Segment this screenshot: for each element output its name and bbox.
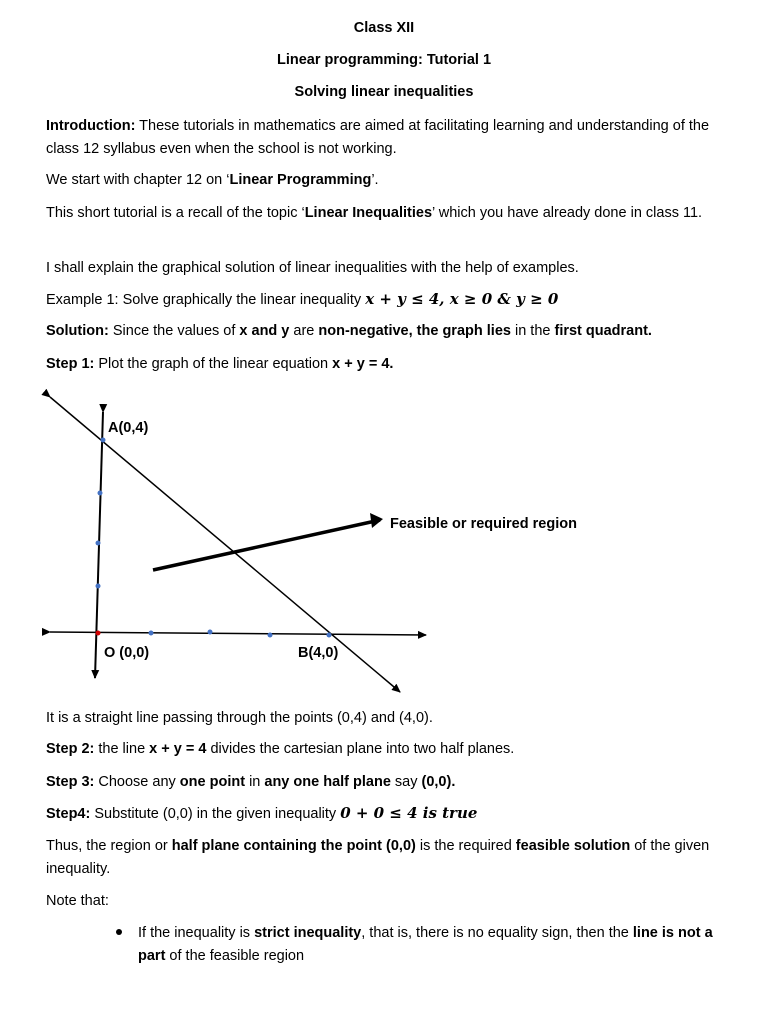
solution-text-3: in the [510, 323, 555, 339]
thus-bold-1: half plane containing the point (0,0) [171, 838, 416, 854]
step3-text-2: in [245, 774, 265, 790]
step2-bold-1: x + y = 4 [149, 741, 207, 757]
bullet-text-1: If the inequality is [138, 925, 255, 941]
feasible-region-label: Feasible or required region [390, 516, 577, 532]
solution-text-1: Since the values of [108, 323, 240, 339]
solution-text-2: are [289, 323, 319, 339]
step1-label: Step 1: [46, 356, 95, 372]
thus-text-2: is the required [415, 838, 516, 854]
x-tick-point [149, 631, 154, 636]
intro-text: These tutorials in mathematics are aimed at facilitating learning and understanding of the class 12 syllabus even when the school is not working. [46, 118, 710, 157]
example1-text: Example 1: Solve graphically the linear inequality [46, 292, 366, 308]
chapter-pre: We start with chapter 12 on ‘ [46, 172, 230, 188]
step1-text: Plot the graph of the linear equation [94, 356, 333, 372]
label-o: O (0,0) [104, 645, 150, 661]
x-tick-point [268, 633, 273, 638]
bullet-dot [116, 929, 122, 935]
step3-text-3: say [390, 774, 422, 790]
point-b [327, 633, 332, 638]
intro-label: Introduction: [46, 118, 136, 134]
step3-label: Step 3: [46, 774, 95, 790]
class-heading: Class XII [353, 20, 415, 36]
recall-post: ’ which you have already done in class 11. [432, 205, 703, 221]
bullet-text-2: , that is, there is no equality sign, then the [361, 925, 633, 941]
solution-bold-2: non-negative, the graph lies [318, 323, 511, 339]
solution-bold-1: x and y [239, 323, 290, 339]
step4-math: 0 + 0 ≤ 4 is true [340, 804, 478, 822]
label-a: A(0,4) [108, 420, 149, 436]
y-tick-point [96, 541, 101, 546]
line-through-paragraph: It is a straight line passing through the points (0,4) and (4,0). [46, 710, 433, 726]
x-axis [50, 632, 426, 635]
document-title: Linear programming: Tutorial 1 [276, 52, 492, 68]
step3-bold-3: (0,0). [421, 774, 456, 790]
label-b: B(4,0) [298, 645, 339, 661]
bullet-bold-1: strict inequality [254, 925, 362, 941]
solution-label: Solution: [46, 323, 109, 339]
example1-math: x + y ≤ 4, x ≥ 0 & y ≥ 0 [365, 290, 559, 308]
bullet-bold-2: line is not a part [138, 925, 713, 964]
bullet-paragraph [138, 922, 718, 968]
thus-text-1: Thus, the region or [46, 838, 172, 854]
step4-label: Step4: [46, 806, 91, 822]
step3-bold-1: one point [179, 774, 246, 790]
document-subtitle: Solving linear inequalities [294, 84, 474, 100]
step4-text: Substitute (0,0) in the given inequality [90, 806, 341, 822]
region-pointer-arrowhead [370, 513, 383, 528]
y-tick-point [98, 491, 103, 496]
step2-text-2: divides the cartesian plane into two half planes. [206, 741, 515, 757]
step3-text-1: Choose any [94, 774, 180, 790]
thus-text-3: of the given inequality. [46, 838, 710, 877]
step3-paragraph [46, 771, 726, 794]
step2-label: Step 2: [46, 741, 95, 757]
point-a [101, 438, 106, 443]
chapter-bold: Linear Programming [229, 172, 372, 188]
step3-bold-2: any one half plane [264, 774, 391, 790]
step2-text-1: the line [94, 741, 150, 757]
step1-bold: x + y = 4. [332, 356, 394, 372]
thus-bold-2: feasible solution [515, 838, 631, 854]
bullet-text-3: of the feasible region [165, 948, 305, 964]
recall-pre: This short tutorial is a recall of the topic ‘ [46, 205, 305, 221]
x-tick-point [208, 630, 213, 635]
region-pointer-arrow [153, 520, 380, 570]
thus-paragraph [46, 835, 726, 881]
origin-point [96, 631, 101, 636]
step4-paragraph [46, 802, 726, 826]
solution-bold-3: first quadrant. [554, 323, 652, 339]
step2-paragraph [46, 738, 726, 761]
note-heading: Note that: [46, 893, 109, 909]
y-tick-point [96, 584, 101, 589]
explain-paragraph: I shall explain the graphical solution of linear inequalities with the help of examples. [46, 260, 579, 276]
recall-bold: Linear Inequalities [304, 205, 433, 221]
chapter-post: ’. [371, 172, 379, 188]
